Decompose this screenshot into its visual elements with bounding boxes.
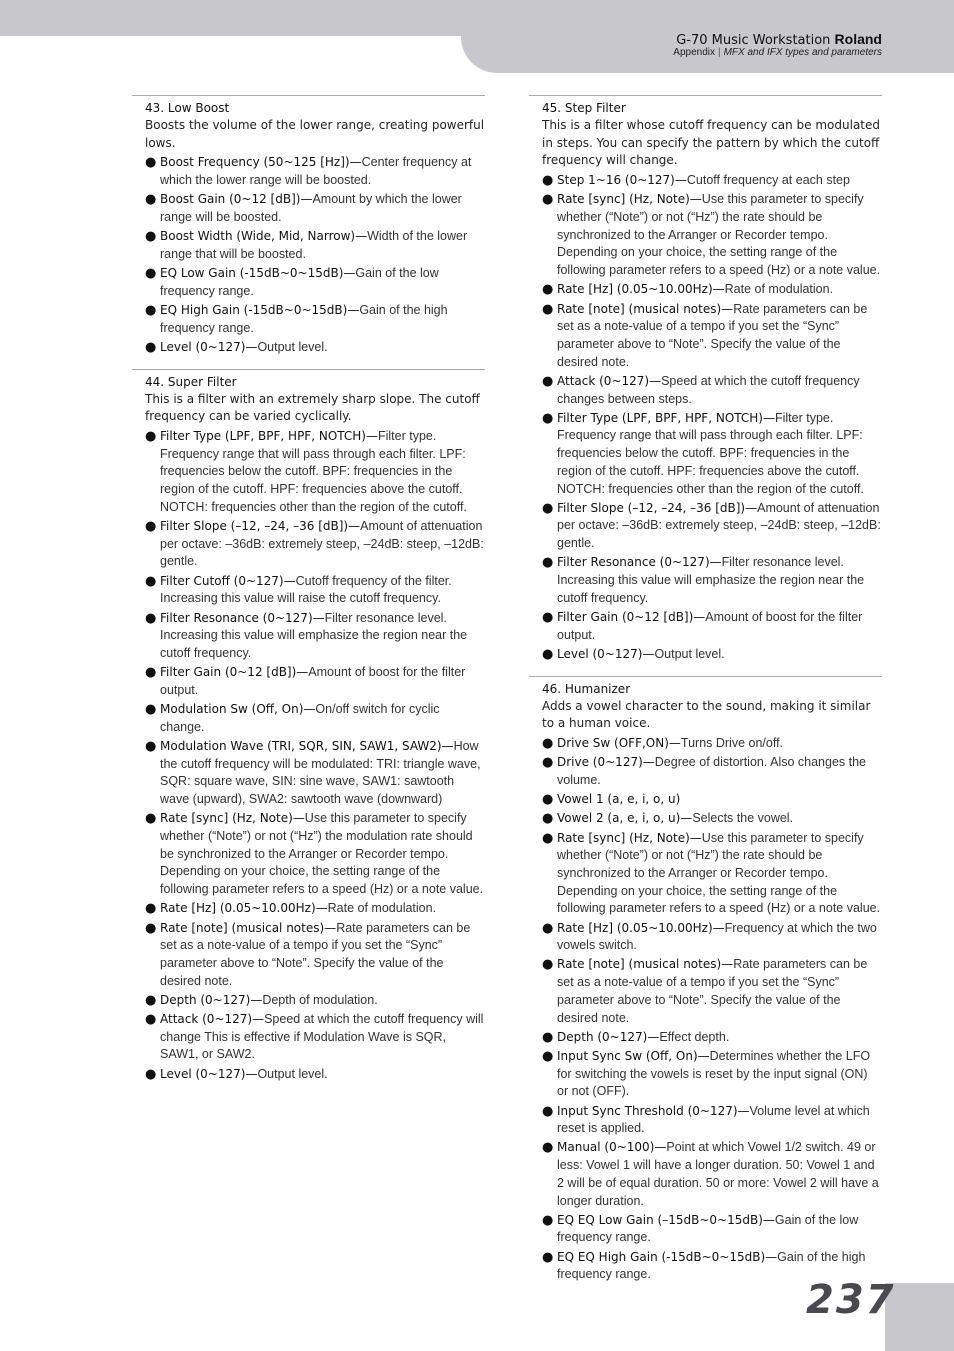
parameter-list [145,154,485,356]
parameter-description: Speed at which the cutoff frequency will change This is effective if Modulation Wave is SQR, SAW1, or SAW2. [160,1012,484,1062]
parameter-description: Output level. [257,339,328,354]
parameter-item [145,428,485,517]
parameter-list [145,428,485,1083]
parameter-description: Filter type. Frequency range that will pass through each filter. LPF: frequencies below the cutoff. BPF: frequencies in the region of the cutoff. HPF: frequencies above the cutoff. NOTCH: frequencies other than the region of the cutoff. [557,410,864,496]
parameter-name: Rate [note] (musical notes)— [160,920,337,935]
parameter-description: Output level. [257,1066,328,1081]
parameter-description: Volume level at which reset is applied. [557,1103,870,1136]
parameter-item [145,228,485,263]
parameter-item [145,664,485,699]
parameter-name: Attack (0~127)— [557,373,662,388]
parameter-name: Rate [note] (musical notes)— [557,301,734,316]
parameter-name: Rate [sync] (Hz, Note)— [557,192,702,207]
parameter-name: Filter Gain (0~12 [dB])— [160,665,309,680]
parameter-name: Filter Slope (–12, –24, –36 [dB])— [160,519,361,534]
parameter-item [542,1048,882,1101]
parameter-name: Vowel 1 (a, e, i, o, u) [557,792,681,807]
parameter-name: Rate [Hz] (0.05~10.00Hz)— [557,920,725,935]
parameter-name: Rate [Hz] (0.05~10.00Hz)— [557,282,725,297]
parameter-item [145,610,485,663]
parameter-description: Use this parameter to specify whether (“Note”) or not (“Hz”) the modulation rate should be synchronized to the Arranger or Recorder tempo. Depending on your choice, the setting range of the following parameter refers to a speed (Hz) or a note value. [160,811,484,897]
section-description: This is a filter with an extremely sharp slope. The cutoff frequency can be varied cyclically. [145,391,480,424]
parameter-name: Filter Type (LPF, BPF, HPF, NOTCH)— [557,410,775,425]
parameter-item [542,301,882,372]
breadcrumb: Appendix | MFX and IFX types and parameters [673,47,882,58]
parameter-name: Filter Slope (–12, –24, –36 [dB])— [557,500,758,515]
parameter-name: Rate [sync] (Hz, Note)— [160,811,305,826]
parameter-description: Amount of boost for the filter output. [557,609,863,642]
parameter-description: Determines whether the LFO for switching the vowels is reset by the input signal (ON) or not (OFF). [557,1048,871,1099]
parameter-name: EQ High Gain (-15dB~0~15dB)— [160,303,360,318]
parameter-name: Level (0~127)— [160,339,258,354]
parameter-description: Turns Drive on/off. [680,736,784,750]
parameter-description: Amount by which the lower range will be boosted. [160,192,462,225]
parameter-description: Point at which Vowel 1/2 switch. 49 or less: Vowel 1 will have a longer duration. 50: Vowel 1 and 2 will be of equal duration. 50 or more: Vowel 2 will have a longer duration. [557,1140,879,1208]
parameter-name: Rate [note] (musical notes)— [557,957,734,972]
parameter-item [542,956,882,1027]
parameter-item [542,172,882,190]
parameter-item [542,410,882,499]
parameter-list [542,172,882,663]
parameter-item [145,810,485,899]
parameter-name: Level (0~127)— [557,646,655,661]
parameter-name: Filter Gain (0~12 [dB])— [557,609,706,624]
parameter-item [542,554,882,607]
parameter-description: Filter resonance level. Increasing this value will emphasize the region near the cutoff frequency. [557,555,865,605]
parameter-description: Gain of the low frequency range. [160,266,439,298]
parameter-item [145,302,485,337]
parameter-description: Rate parameters can be set as a note-value of a tempo if you set the “Sync” parameter above to “Note”. Specify the value of the desired note. [557,957,868,1025]
parameter-item [145,1066,485,1084]
parameter-item [542,1139,882,1210]
parameter-description: Gain of the low frequency range. [557,1212,859,1245]
parameter-name: Manual (0~100)— [557,1140,667,1155]
parameter-item [145,900,485,918]
parameter-description: Center frequency at which the lower range will be boosted. [160,155,472,188]
parameter-name: Level (0~127)— [160,1066,258,1081]
right-column [529,95,882,1296]
parameter-name: Modulation Sw (Off, On)— [160,702,316,717]
parameter-name: Filter Type (LPF, BPF, HPF, NOTCH)— [160,429,378,444]
section-title: 46. Humanizer [542,681,631,696]
parameter-name: Filter Resonance (0~127)— [160,610,325,625]
parameter-description: How the cutoff frequency will be modulated: TRI: triangle wave, SQR: square wave, SIN: sine wave, SAW1: sawtooth wave (upward), SWA2: sawtooth wave (downward) [160,739,481,807]
parameter-name: Drive Sw (OFF,ON)— [557,736,681,750]
parameter-item [542,830,882,919]
parameter-description: Width of the lower range that will be boosted. [160,229,468,261]
section-low-boost [132,95,485,357]
parameter-description: Rate parameters can be set as a note-value of a tempo if you set the “Sync” parameter above to “Note”. Specify the value of the desired note. [160,920,471,988]
parameter-name: Boost Frequency (50~125 [Hz])— [160,155,362,170]
section-title: 43. Low Boost [145,101,230,115]
parameter-description: Output level. [654,646,725,661]
section-super-filter [132,369,485,1084]
parameter-description: Amount of attenuation per octave: –36dB: extremely steep, –24dB: steep, –12dB: gentle. [160,519,484,569]
parameter-description: Rate parameters can be set as a note-value of a tempo if you set the “Sync” parameter above to “Note”. Specify the value of the desired note. [557,301,868,369]
parameter-description: Frequency at which the two vowels switch. [557,920,877,953]
parameter-item [145,701,485,736]
parameter-name: EQ EQ High Gain (-15dB~0~15dB)— [557,1249,778,1264]
parameter-description: Rate of modulation. [327,901,437,916]
section-title: 44. Super Filter [145,374,237,389]
parameter-item [145,573,485,608]
section-title: 45. Step Filter [542,101,626,115]
parameter-name: Drive (0~127)— [557,755,655,770]
parameter-description: Depth of modulation. [262,992,378,1007]
parameter-description: Cutoff frequency at each step [686,173,850,188]
parameter-description: Use this parameter to specify whether (“Note”) or not (“Hz”) the rate should be synchronized to the Arranger or Recorder tempo. Depending on your choice, the setting range of the following parameter refers to a speed (Hz) or a note value. [557,830,881,916]
header-tab [461,0,954,73]
parameter-description: Filter resonance level. Increasing this value will emphasize the region near the cutoff frequency. [160,610,468,660]
parameter-description: Amount of boost for the filter output. [160,665,466,697]
parameter-item [542,1029,882,1047]
parameter-item [145,265,485,300]
parameter-description: Speed at which the cutoff frequency changes between steps. [557,373,860,406]
section-description: Boosts the volume of the lower range, creating powerful lows. [145,118,485,150]
parameter-description: Filter type. Frequency range that will pass through each filter. LPF: frequencies below the cutoff. BPF: frequencies in the region of the cutoff. HPF: frequencies above the cutoff. NOTCH: frequencies other than the region of the cutoff. [160,429,467,514]
parameter-item [145,339,485,357]
parameter-name: Input Sync Sw (Off, On)— [557,1048,710,1063]
parameter-item [542,281,882,299]
parameter-name: Filter Cutoff (0~127)— [160,573,296,588]
parameter-description: Amount of attenuation per octave: –36dB: extremely steep, –24dB: steep, –12dB: gentle. [557,500,881,551]
parameter-item [542,191,882,280]
section-humanizer [529,676,882,1285]
parameter-name: Attack (0~127)— [160,1012,265,1027]
parameter-description: Use this parameter to specify whether (“Note”) or not (“Hz”) the rate should be synchronized to the Arranger or Recorder tempo. Depending on your choice, the setting range of the following parameter refers to a speed (Hz) or a note value. [557,192,881,278]
parameter-description: Cutoff frequency of the filter. Increasing this value will raise the cutoff frequency. [160,573,452,606]
left-column [132,95,485,1095]
parameter-name: Depth (0~127)— [160,992,263,1007]
parameter-name: EQ Low Gain (-15dB~0~15dB)— [160,266,356,281]
parameter-name: Rate [Hz] (0.05~10.00Hz)— [160,901,328,916]
parameter-name: Depth (0~127)— [557,1029,660,1044]
section-step-filter [529,95,882,664]
parameter-item [542,735,882,753]
parameter-item [145,920,485,991]
parameter-item [145,992,485,1010]
parameter-description: Gain of the high frequency range. [160,303,448,335]
parameter-item [145,191,485,226]
brand-logo: Roland [834,31,882,47]
parameter-item [145,518,485,571]
parameter-name: Rate [sync] (Hz, Note)— [557,830,702,845]
parameter-description: Selects the vowel. [692,811,794,826]
parameter-name: Vowel 2 (a, e, i, o, u)— [557,811,693,826]
parameter-name: EQ EQ Low Gain (–15dB~0~15dB)— [557,1212,775,1227]
parameter-item [145,738,485,809]
parameter-name: Input Sync Threshold (0~127)— [557,1103,750,1118]
parameter-description: Rate of modulation. [724,282,834,297]
parameter-name: Boost Width (Wide, Mid, Narrow)— [160,229,368,244]
page-number: 237 [806,1277,896,1323]
parameter-description: Effect depth. [659,1029,730,1044]
parameter-name: Boost Gain (0~12 [dB])— [160,192,313,207]
parameter-item [542,1103,882,1138]
parameter-name: Modulation Wave (TRI, SQR, SIN, SAW1, SAW2)— [160,739,454,753]
parameter-description: On/off switch for cyclic change. [160,702,440,734]
parameter-item [145,1011,485,1064]
parameter-description: Gain of the high frequency range. [557,1249,866,1282]
parameter-item [542,920,882,955]
parameter-description: Degree of distortion. Also changes the volume. [557,755,867,787]
parameter-item [542,810,882,828]
section-description: This is a filter whose cutoff frequency can be modulated in steps. You can specify the pattern by which the cutoff frequency will change. [542,118,881,168]
parameter-item [542,500,882,553]
parameter-item [542,1212,882,1247]
parameter-item [542,754,882,789]
manual-title: G-70 Music Workstation Roland [676,31,882,48]
parameter-item [542,609,882,644]
parameter-item [542,373,882,408]
parameter-name: Step 1~16 (0~127)— [557,173,687,188]
parameter-item [145,154,485,189]
parameter-item [542,791,882,809]
section-description: Adds a vowel character to the sound, making it similar to a human voice. [542,698,871,731]
parameter-list [542,735,882,1284]
parameter-item [542,646,882,664]
parameter-name: Filter Resonance (0~127)— [557,555,722,570]
